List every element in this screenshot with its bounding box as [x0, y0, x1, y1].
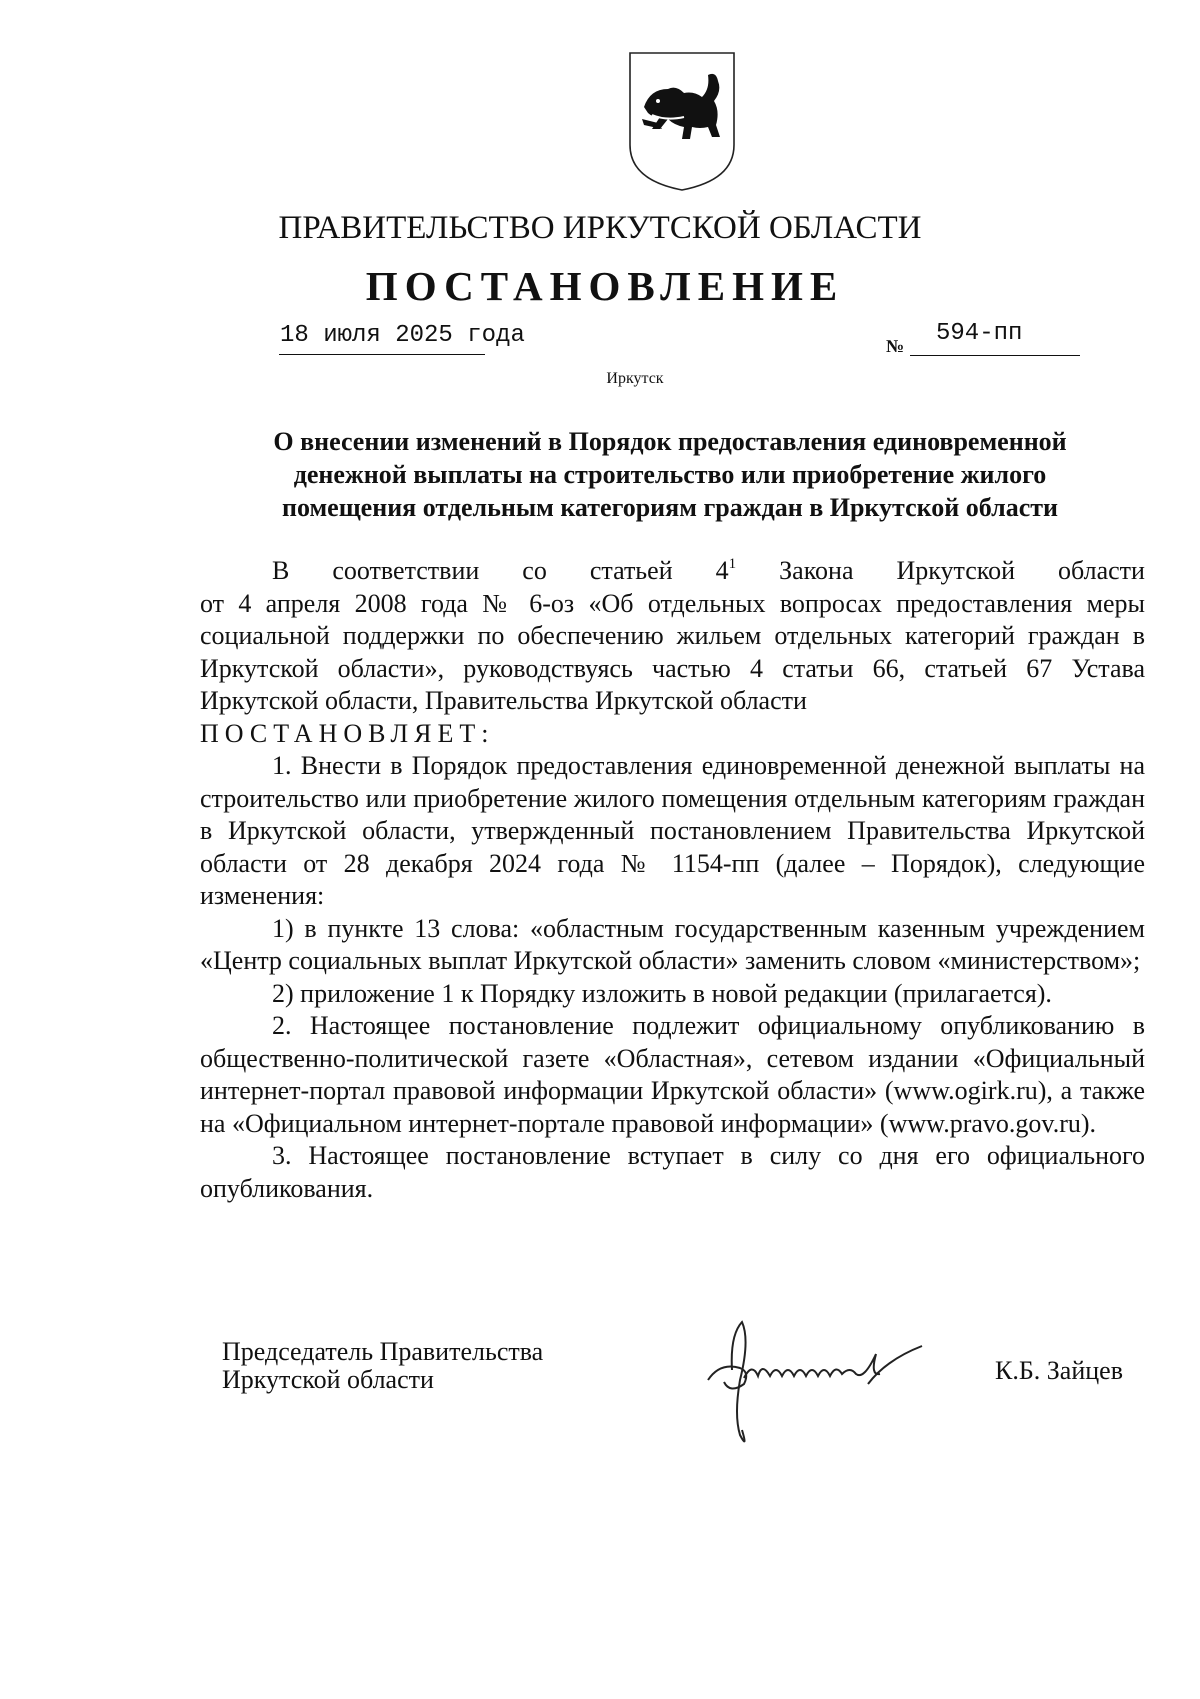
preamble-text: от 4 апреля 2008 года № 6-оз «Об отдельных вопросах предоставления меры социальной поддержки по обеспечению жильем отдельных категорий граждан в Иркутской области», руководствуясь частью 4 статьи 66, статьей 67 Устава Иркутской области, Правительства Иркутской области: [200, 588, 1145, 715]
subject-line: помещения отдельным категориям граждан в Иркутской области: [281, 493, 1059, 522]
handwritten-signature-icon: [700, 1310, 960, 1460]
decree-title: ПОСТАНОВЛЕНИЕ: [365, 263, 845, 309]
preamble-word: статьей: [589, 556, 673, 585]
preamble-word: В: [272, 556, 290, 585]
preamble-word: соответствии: [332, 556, 480, 585]
number-label: №: [886, 336, 905, 356]
preamble-word: области: [1058, 556, 1145, 585]
signer-name: К.Б. Зайцев: [995, 1356, 1123, 1385]
position-line: Иркутской области: [222, 1365, 434, 1394]
position-line: Председатель Правительства: [222, 1337, 544, 1366]
item-3: 3. Настоящее постановление вступает в силу со дня его официального опубликования.: [200, 1141, 1145, 1203]
number-underline: [910, 355, 1080, 356]
item-1-subitem-1: 1) в пункте 13 слова: «областным государственным казенным учреждением «Центр социальных выплат Иркутской области» заменить словом «министерством»;: [200, 913, 1145, 975]
resolve-word: ПОСТАНОВЛЯЕТ:: [200, 718, 495, 748]
coat-of-arms-icon: [622, 45, 742, 195]
preamble-first-line: [200, 555, 1145, 588]
subject-line: О внесении изменений в Порядок предоставления единовременной: [273, 427, 1067, 456]
preamble-word: со: [522, 556, 547, 585]
decree-number: 594-пп: [936, 320, 1023, 347]
decree-subject: [200, 425, 1140, 524]
subject-line: денежной выплаты на строительство или приобретение жилого: [293, 460, 1047, 489]
date-underline: [279, 354, 485, 355]
decree-body: [200, 555, 1145, 1205]
preamble-article-ref: $4^1$: [715, 556, 737, 585]
city: Иркутск: [606, 370, 664, 387]
item-1-subitem-2: 2) приложение 1 к Порядку изложить в новой редакции (прилагается).: [272, 978, 1052, 1008]
preamble-word: Закона: [779, 556, 854, 585]
preamble-word: Иркутской: [896, 556, 1016, 585]
government-title: ПРАВИТЕЛЬСТВО ИРКУТСКОЙ ОБЛАСТИ: [278, 210, 922, 246]
decree-date: 18 июля 2025 года: [280, 322, 525, 349]
item-1: 1. Внести в Порядок предоставления единовременной денежной выплаты на строительство или приобретение жилого помещения отдельным категориям граждан в Иркутской области, утвержденный постановлением Правительства Иркутской области от 28 декабря 2024 года № 1154-пп (далее – Порядок), следующие изменения:: [200, 751, 1145, 910]
signatory-position: [222, 1338, 543, 1394]
item-2: 2. Настоящее постановление подлежит официальному опубликованию в общественно-политической газете «Областная», сетевом издании «Официальный интернет-портал правовой информации Иркутской области» (www.ogirk.ru), а также на «Официальном интернет-портале правовой информации» (www.pravo.gov.ru).: [200, 1011, 1145, 1138]
